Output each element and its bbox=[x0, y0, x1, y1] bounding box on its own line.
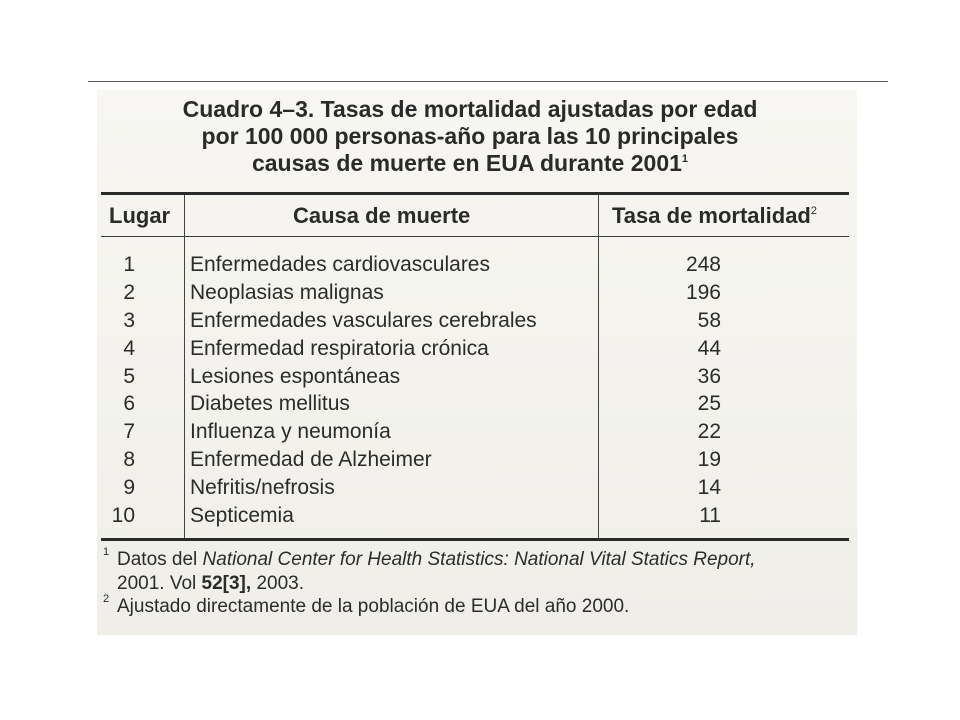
footnote-2-text: Ajustado directamente de la población de EUA del año 2000. bbox=[117, 596, 630, 617]
footnote-2-mark: 2 bbox=[103, 593, 110, 605]
rate-cell: 14 bbox=[697, 476, 721, 500]
title-footnote-mark: 1 bbox=[681, 153, 689, 165]
footnote-1-mark: 1 bbox=[103, 546, 110, 558]
rate-cell: 58 bbox=[697, 308, 721, 332]
rate-cell: 196 bbox=[685, 280, 721, 304]
rank-cell: 5 bbox=[123, 364, 135, 388]
table-row bbox=[97, 390, 857, 418]
rank-cell: 2 bbox=[123, 280, 135, 304]
rank-cell: 10 bbox=[111, 504, 135, 528]
header-rate-mark: 2 bbox=[810, 205, 817, 217]
rank-cell: 9 bbox=[123, 476, 135, 500]
rate-cell: 19 bbox=[697, 448, 721, 472]
table-row bbox=[97, 279, 857, 307]
rate-cell: 248 bbox=[685, 253, 721, 276]
cause-cell: Diabetes mellitus bbox=[190, 392, 350, 416]
rate-cell: 25 bbox=[697, 392, 721, 416]
table-body bbox=[97, 251, 857, 530]
table-row bbox=[97, 307, 857, 335]
title-line-2: por 100 000 personas-año para las 10 principales bbox=[201, 123, 739, 149]
footnote-1-issue: 52[3], bbox=[201, 572, 252, 594]
rank-cell: 8 bbox=[123, 448, 135, 472]
cause-cell: Enfermedades cardiovasculares bbox=[190, 253, 490, 276]
cause-cell: Lesiones espontáneas bbox=[190, 364, 401, 388]
footnote-1-year-vol: 2001. Vol bbox=[117, 572, 202, 594]
table-row bbox=[97, 502, 857, 530]
title-line-3-text: causas de muerte en EUA durante 2001 bbox=[251, 150, 682, 176]
rank-cell: 6 bbox=[123, 392, 135, 416]
cause-cell: Nefritis/nefrosis bbox=[190, 476, 335, 500]
rank-cell: 7 bbox=[123, 420, 135, 444]
title-line-3 bbox=[97, 150, 843, 177]
cause-cell: Enfermedades vasculares cerebrales bbox=[190, 308, 537, 332]
table-row bbox=[97, 335, 857, 363]
table-row bbox=[97, 418, 857, 446]
rank-cell: 1 bbox=[123, 253, 135, 276]
cause-cell: Enfermedad de Alzheimer bbox=[190, 448, 432, 472]
footnote-2 bbox=[103, 595, 853, 619]
cause-cell: Influenza y neumonía bbox=[190, 420, 391, 444]
scanned-table-image bbox=[97, 90, 857, 635]
title-line-1: Cuadro 4–3. Tasas de mortalidad ajustadas por edad bbox=[182, 96, 758, 122]
table-title bbox=[97, 96, 843, 177]
footnote-1-source: National Center for Health Statistics: National Vital Statics Report, bbox=[202, 549, 756, 570]
rank-cell: 3 bbox=[123, 308, 135, 332]
header-rule bbox=[101, 236, 849, 237]
table-row bbox=[97, 363, 857, 391]
table-top-rule bbox=[101, 192, 849, 195]
rank-cell: 4 bbox=[123, 336, 135, 360]
footnote-1-year: 2003. bbox=[251, 572, 304, 594]
table-row bbox=[97, 474, 857, 502]
slide-top-rule bbox=[88, 81, 888, 82]
header-rank: Lugar bbox=[109, 203, 171, 228]
header-cause: Causa de muerte bbox=[293, 203, 471, 228]
table-row bbox=[97, 446, 857, 474]
header-rate-text: Tasa de mortalidad bbox=[612, 203, 811, 228]
footnotes bbox=[103, 548, 853, 619]
rate-cell: 44 bbox=[697, 336, 721, 360]
cause-cell: Enfermedad respiratoria crónica bbox=[190, 336, 489, 360]
cause-cell: Neoplasias malignas bbox=[190, 280, 384, 304]
cause-cell: Septicemia bbox=[190, 504, 294, 528]
table-row bbox=[97, 251, 857, 279]
rate-cell: 11 bbox=[699, 504, 721, 528]
rate-cell: 36 bbox=[697, 364, 721, 388]
footnote-1 bbox=[103, 548, 853, 595]
header-rate bbox=[612, 203, 817, 229]
rate-cell: 22 bbox=[697, 420, 721, 444]
footnote-1-prefix: Datos del bbox=[117, 549, 203, 570]
table-bottom-rule bbox=[101, 538, 849, 541]
